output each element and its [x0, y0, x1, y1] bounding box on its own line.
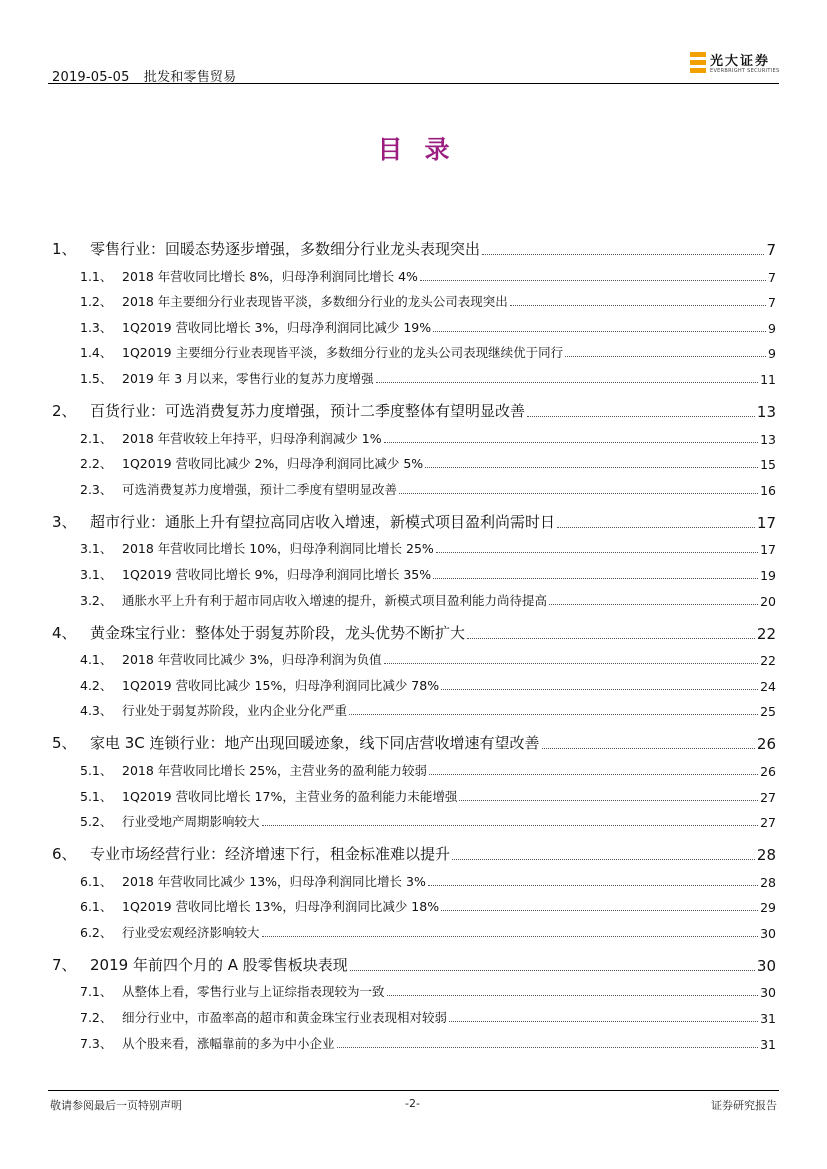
page-number: -2-: [405, 1097, 420, 1110]
toc-entry-title: 行业受宏观经济影响较大: [122, 924, 260, 940]
toc-dot-leader: [429, 774, 758, 775]
toc-entry-page: 9: [768, 346, 776, 362]
toc-entry-page: 7: [768, 269, 776, 285]
toc-entry-title: 行业受地产周期影响较大: [122, 814, 260, 830]
toc-entry-title: 黄金珠宝行业：整体处于弱复苏阶段，龙头优势不断扩大: [90, 623, 466, 642]
toc-entry-number: 4.3、: [80, 703, 113, 719]
toc-entry-number: 4.2、: [80, 677, 113, 693]
toc-subsection-entry[interactable]: [52, 1000, 776, 1026]
toc-entry-title: 1Q2019 营收同比增长 9%，归母净利润同比增长 35%: [122, 566, 432, 582]
toc-subsection-entry[interactable]: [52, 864, 776, 890]
toc-dot-leader: [542, 748, 755, 749]
toc-entry-number: 2.2、: [80, 456, 113, 472]
toc-entry-number: 4.1、: [80, 652, 113, 668]
toc-dot-leader: [441, 910, 758, 911]
toc-entry-title: 1Q2019 营收同比增长 17%，主营业务的盈利能力未能增强: [122, 788, 458, 804]
toc-entry-number: 6.2、: [80, 924, 113, 940]
toc-entry-title: 2018 年营收较上年持平，归母净利润减少 1%: [122, 430, 382, 446]
toc-dot-leader: [350, 970, 755, 971]
toc-entry-page: 30: [760, 985, 776, 1001]
toc-dot-leader: [549, 604, 758, 605]
toc-section-entry[interactable]: [52, 949, 776, 975]
toc-entry-number: 2.3、: [80, 481, 113, 497]
toc-entry-title: 1Q2019 营收同比减少 15%，归母净利润同比减少 78%: [122, 677, 440, 693]
toc-entry-title: 零售行业：回暖态势逐步增强，多数细分行业龙头表现突出: [90, 240, 481, 258]
toc-entry-number: 3.1、: [80, 541, 113, 557]
toc-section-entry[interactable]: [52, 838, 776, 864]
toc-entry-page: 9: [768, 320, 776, 336]
toc-entry-number: 1.1、: [80, 268, 113, 284]
toc-entry-page: 25: [760, 704, 776, 720]
toc-subsection-entry[interactable]: [52, 694, 776, 720]
toc-subsection-entry[interactable]: [52, 975, 776, 1001]
toc-dot-leader: [384, 442, 759, 443]
toc-entry-number: 5.2、: [80, 814, 113, 830]
toc-entry-title: 2018 年营收同比增长 8%，归母净利润同比增长 4%: [122, 268, 418, 284]
toc-subsection-entry[interactable]: [52, 583, 776, 609]
toc-subsection-entry[interactable]: [52, 805, 776, 831]
toc-entry-number: 5.1、: [80, 762, 113, 778]
toc-dot-leader: [420, 280, 766, 281]
toc-dot-leader: [436, 552, 758, 553]
toc-entry-title: 行业处于弱复苏阶段，业内企业分化严重: [122, 703, 348, 719]
toc-subsection-entry[interactable]: [52, 915, 776, 941]
toc-entry-number: 7.2、: [80, 1010, 113, 1026]
toc-entry-number: 7.3、: [80, 1035, 113, 1051]
toc-entry-title: 1Q2019 营收同比增长 3%，归母净利润同比减少 19%: [122, 319, 432, 335]
toc-entry-page: 17: [760, 542, 776, 558]
toc-entry-number: 5、: [52, 734, 77, 753]
toc-dot-leader: [433, 578, 758, 579]
toc-entry-page: 7: [766, 241, 776, 259]
toc-entry-page: 11: [760, 371, 776, 387]
toc-entry-title: 2019 年 3 月以来，零售行业的复苏力度增强: [122, 370, 374, 386]
toc-subsection-entry[interactable]: [52, 779, 776, 805]
toc-entry-page: 13: [756, 402, 776, 421]
toc-section-entry[interactable]: [52, 617, 776, 643]
toc-entry-number: 3.1、: [80, 566, 113, 582]
toc-dot-leader: [565, 356, 766, 357]
toc-entry-title: 从个股来看，涨幅靠前的多为中小企业: [122, 1035, 335, 1051]
toc-entry-number: 1、: [52, 240, 77, 258]
logo-en-text: EVERBRIGHT SECURITIES: [710, 68, 780, 74]
toc-section-entry[interactable]: [52, 233, 776, 259]
toc-entry-page: 24: [760, 678, 776, 694]
toc-subsection-entry[interactable]: [52, 310, 776, 336]
toc-subsection-entry[interactable]: [52, 361, 776, 387]
toc-entry-number: 6.1、: [80, 873, 113, 889]
toc-entry-title: 从整体上看，零售行业与上证综指表现较为一致: [122, 984, 385, 1000]
toc-entry-page: 15: [760, 457, 776, 473]
header-divider: [48, 83, 779, 84]
toc-entry-page: 17: [756, 513, 776, 532]
toc-subsection-entry[interactable]: [52, 421, 776, 447]
toc-entry-title: 专业市场经营行业：经济增速下行，租金标准难以提升: [90, 845, 451, 864]
toc-entry-page: 22: [760, 653, 776, 669]
toc-dot-leader: [425, 467, 758, 468]
toc-dot-leader: [387, 995, 759, 996]
toc-dot-leader: [337, 1047, 759, 1048]
toc-subsection-entry[interactable]: [52, 557, 776, 583]
toc-entry-title: 1Q2019 营收同比增长 13%，归母净利润同比减少 18%: [122, 899, 440, 915]
toc-entry-page: 26: [756, 735, 776, 754]
toc-subsection-entry[interactable]: [52, 532, 776, 558]
toc-entry-title: 家电 3C 连锁行业：地产出现回暖迹象，线下同店营收增速有望改善: [90, 734, 540, 753]
footer-divider: [48, 1090, 779, 1091]
toc-dot-leader: [262, 825, 759, 826]
toc-entry-title: 1Q2019 主要细分行业表现皆平淡，多数细分行业的龙头公司表现继续优于同行: [122, 345, 564, 361]
toc-entry-number: 6.1、: [80, 899, 113, 915]
toc-dot-leader: [428, 885, 758, 886]
toc-entry-number: 7、: [52, 955, 77, 974]
toc-dot-leader: [399, 493, 758, 494]
toc-entry-title: 超市行业：通胀上升有望拉高同店收入增速，新模式项目盈利尚需时日: [90, 512, 556, 531]
toc-entry-title: 2018 年营收同比减少 3%，归母净利润为负值: [122, 652, 382, 668]
toc-entry-page: 26: [760, 763, 776, 779]
toc-dot-leader: [441, 689, 758, 690]
toc-dot-leader: [433, 331, 766, 332]
toc-subsection-entry[interactable]: [52, 643, 776, 669]
toc-entry-title: 2018 年主要细分行业表现皆平淡，多数细分行业的龙头公司表现突出: [122, 294, 508, 310]
toc-entry-number: 3、: [52, 512, 77, 531]
toc-entry-title: 百货行业：可选消费复苏力度增强，预计二季度整体有望明显改善: [90, 401, 526, 420]
footer-disclaimer: 敬请参阅最后一页特别声明: [50, 1099, 182, 1112]
toc-subsection-entry[interactable]: [52, 447, 776, 473]
toc-dot-leader: [349, 714, 758, 715]
toc-dot-leader: [527, 416, 755, 417]
toc-dot-leader: [459, 800, 758, 801]
toc-entry-page: 28: [760, 874, 776, 890]
toc-entry-number: 6、: [52, 845, 77, 864]
toc-section-entry[interactable]: [52, 727, 776, 753]
toc-dot-leader: [449, 1021, 758, 1022]
toc-entry-page: 22: [756, 624, 776, 643]
toc-dot-leader: [376, 382, 758, 383]
toc-dot-leader: [467, 638, 755, 639]
toc-subsection-entry[interactable]: [52, 1026, 776, 1052]
toc-section-entry[interactable]: [52, 506, 776, 532]
toc-entry-page: 19: [760, 567, 776, 583]
toc-entry-number: 3.2、: [80, 592, 113, 608]
toc-entry-page: 7: [768, 295, 776, 311]
toc-entry-number: 1.5、: [80, 370, 113, 386]
toc-entry-title: 2018 年营收同比增长 10%，归母净利润同比增长 25%: [122, 541, 434, 557]
toc-dot-leader: [482, 254, 764, 255]
toc-entry-number: 2、: [52, 401, 77, 420]
toc-entry-page: 29: [760, 900, 776, 916]
logo-mark-icon: [690, 52, 706, 74]
toc-section-entry[interactable]: [52, 395, 776, 421]
toc-entry-page: 13: [760, 431, 776, 447]
toc-dot-leader: [262, 936, 759, 937]
toc-entry-title: 通胀水平上升有利于超市同店收入增速的提升，新模式项目盈利能力尚待提高: [122, 592, 548, 608]
toc-entry-number: 5.1、: [80, 788, 113, 804]
toc-title: 目录: [377, 135, 472, 164]
toc-entry-title: 2019 年前四个月的 A 股零售板块表现: [90, 955, 348, 974]
toc-subsection-entry[interactable]: [52, 472, 776, 498]
toc-entry-page: 31: [760, 1036, 776, 1052]
toc-entry-number: 1.4、: [80, 345, 113, 361]
toc-entry-title: 2018 年营收同比减少 13%，归母净利润同比增长 3%: [122, 873, 426, 889]
toc-entry-title: 细分行业中，市盈率高的超市和黄金珠宝行业表现相对较弱: [122, 1010, 448, 1026]
header-category: 批发和零售贸易: [143, 70, 237, 85]
toc-subsection-entry[interactable]: [52, 285, 776, 311]
toc-entry-page: 30: [756, 956, 776, 975]
toc-entry-page: 30: [760, 925, 776, 941]
toc-entry-page: 27: [760, 789, 776, 805]
toc-dot-leader: [557, 527, 755, 528]
everbright-logo: [690, 50, 780, 78]
footer-report-type: 证券研究报告: [711, 1099, 777, 1112]
toc-dot-leader: [452, 859, 755, 860]
toc-entry-page: 16: [760, 482, 776, 498]
toc-subsection-entry[interactable]: [52, 890, 776, 916]
header-date: 2019-05-05: [52, 70, 130, 85]
toc-entry-page: 31: [760, 1011, 776, 1027]
toc-subsection-entry[interactable]: [52, 336, 776, 362]
logo-cn-text: 光大证券: [710, 54, 771, 69]
toc-entry-page: 28: [756, 846, 776, 865]
toc-entry-page: 20: [760, 593, 776, 609]
toc-entry-title: 可选消费复苏力度增强，预计二季度有望明显改善: [122, 481, 398, 497]
table-of-contents: [52, 233, 776, 1052]
toc-entry-page: 27: [760, 815, 776, 831]
toc-entry-title: 1Q2019 营收同比减少 2%，归母净利润同比减少 5%: [122, 456, 424, 472]
toc-entry-number: 4、: [52, 623, 77, 642]
toc-dot-leader: [510, 305, 766, 306]
toc-entry-number: 1.3、: [80, 319, 113, 335]
toc-dot-leader: [384, 663, 759, 664]
toc-subsection-entry[interactable]: [52, 259, 776, 285]
toc-entry-title: 2018 年营收同比增长 25%，主营业务的盈利能力较弱: [122, 762, 428, 778]
toc-entry-number: 7.1、: [80, 984, 113, 1000]
toc-entry-number: 1.2、: [80, 294, 113, 310]
toc-entry-number: 2.1、: [80, 430, 113, 446]
toc-subsection-entry[interactable]: [52, 668, 776, 694]
toc-subsection-entry[interactable]: [52, 753, 776, 779]
